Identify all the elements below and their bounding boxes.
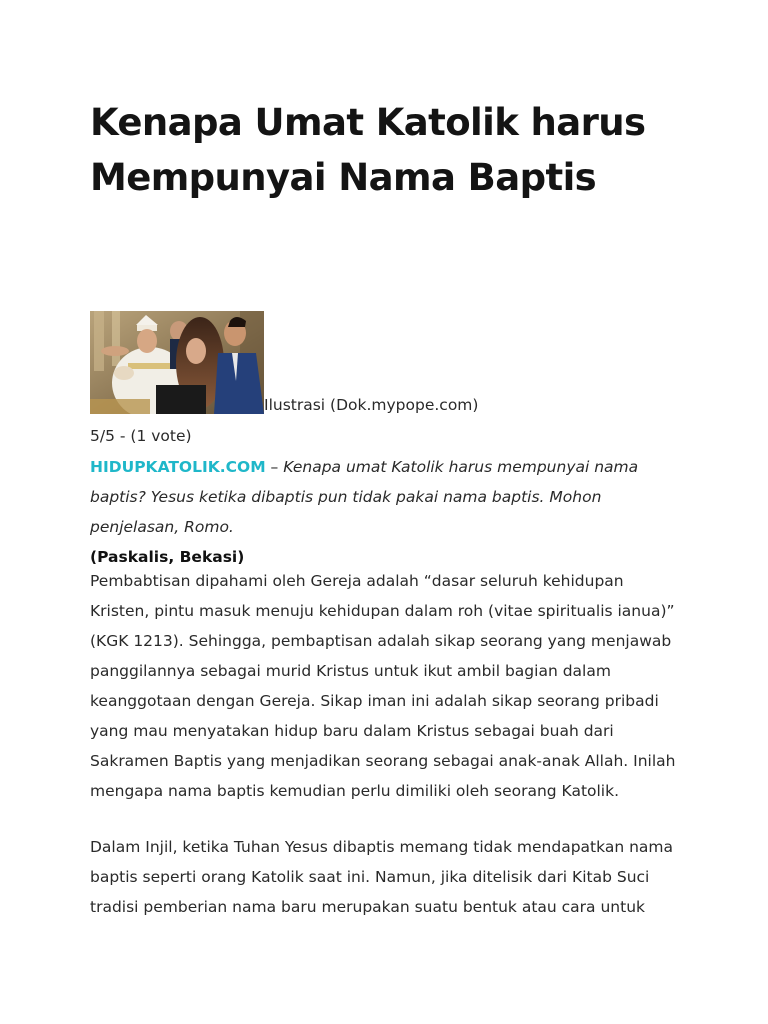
intro-paragraph [90, 452, 680, 572]
rating-text: 5/5 - (1 vote) [90, 427, 192, 445]
article-title: Kenapa Umat Katolik harus Mempunyai Nama Baptis [90, 101, 646, 199]
illustration-image [90, 311, 264, 414]
intro-dash: – [265, 458, 284, 476]
image-caption: Ilustrasi (Dok.mypope.com) [264, 396, 479, 414]
question-asker: (Paskalis, Bekasi) [90, 548, 245, 566]
body-paragraph-2: Dalam Injil, ketika Tuhan Yesus dibaptis memang tidak mendapatkan nama baptis seperti orang Katolik saat ini. Namun, jika ditelisik dari Kitab Suci tradisi pemberian nama baru merupakan suatu bentuk atau cara untuk [90, 838, 673, 916]
body-paragraph-1: Pembabtisan dipahami oleh Gereja adalah “dasar seluruh kehidupan Kristen, pintu masuk menuju kehidupan dalam roh (vitae spiritualis ianua)” (KGK 1213). Sehingga, pembaptisan adalah sikap seorang yang menjawab panggilannya sebagai murid Kristus untuk ikut ambil bagian dalam keanggotaan dengan Gereja. Sikap iman ini adalah sikap seorang pribadi yang mau menyatakan hidup baru dalam Kristus sebagai buah dari Sakramen Baptis yang menjadikan seorang sebagai anak-anak Allah. Inilah mengapa nama baptis kemudian perlu dimiliki oleh seorang Katolik. [90, 572, 676, 800]
reader-question: Kenapa umat Katolik harus mempunyai nama baptis? Yesus ketika dibaptis pun tidak pakai nama baptis. Mohon penjelasan, Romo. [90, 458, 639, 536]
site-link[interactable]: HIDUPKATOLIK.COM [90, 458, 266, 476]
article-figure [90, 311, 690, 414]
